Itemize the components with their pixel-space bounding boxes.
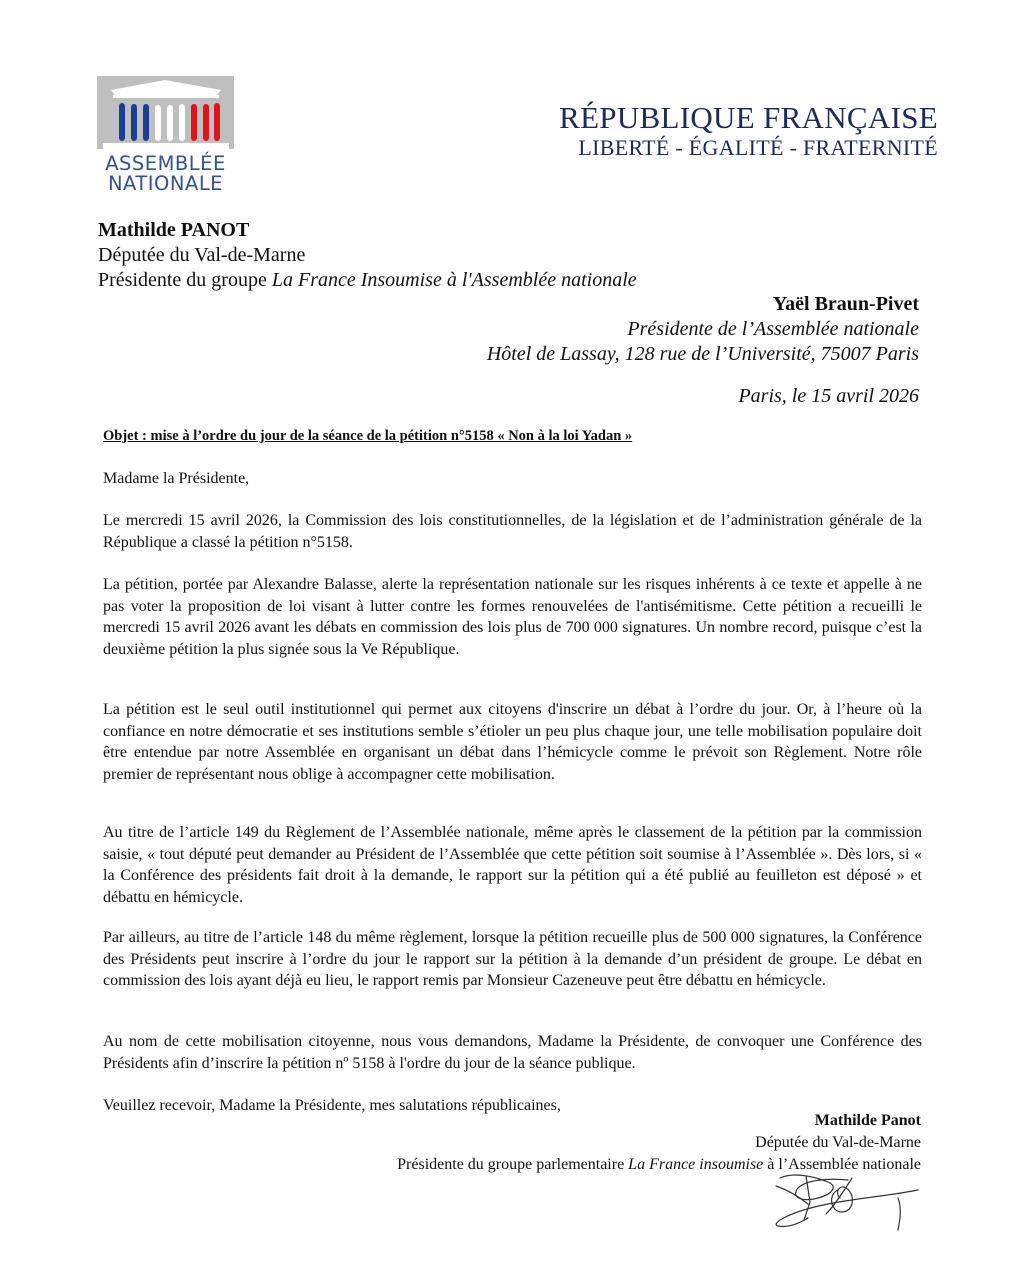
- closing-name: Mathilde Panot: [814, 1112, 921, 1129]
- paragraph-3: La pétition est le seul outil institutionnel qui permet aux citoyens d'inscrire un débat à l’ordre du jour. Or, à l’heure où la confiance en notre démocratie et ses institutions semble s’étioler un peu plus chaque jour, une telle mobilisation populaire doit être entendue par notre Assemblée en organisant un débat dans l’hémicycle comme le prévoit son Règlement. Notre rôle premier de représentant nous oblige à accompagner cette mobilisation.: [103, 701, 922, 783]
- sender-group-name: La France Insoumise à l'Assemblée nationale: [271, 269, 637, 291]
- paragraph-4: Au titre de l’article 149 du Règlement de l’Assemblée nationale, même après le classement de la pétition par la commission saisie, « tout député peut demander au Président de l’Assemblée que cette pétition soit soumise à l’Assemblée ». Dès lors, si « la Conférence des présidents fait droit à la demande, le rapport sur la pétition qui a été publié au feuilleton est déposé » et débattu en hémicycle.: [103, 824, 922, 906]
- republic-motto: LIBERTÉ - ÉGALITÉ - FRATERNITÉ: [578, 135, 938, 160]
- sender-group-prefix: Présidente du groupe: [98, 269, 272, 291]
- assemblee-nationale-logo: [97, 76, 234, 196]
- sender-group: [98, 268, 637, 293]
- handwritten-signature-icon: [768, 1168, 928, 1234]
- recipient-block: [487, 292, 919, 367]
- recipient-title: Présidente de l’Assemblée nationale: [627, 318, 919, 340]
- closing-formula: Veuillez recevoir, Madame la Présidente, mes salutations républicaines,: [103, 1097, 561, 1114]
- logo-background: [97, 76, 234, 149]
- letter-date: Paris, le 15 avril 2026: [738, 385, 919, 407]
- republic-title: RÉPUBLIQUE FRANÇAISE: [559, 100, 938, 135]
- sender-name: Mathilde PANOT: [98, 219, 250, 241]
- republic-header: [559, 101, 938, 161]
- recipient-name: Yaël Braun-Pivet: [772, 293, 919, 315]
- logo-text: [97, 154, 234, 194]
- recipient-address: Hôtel de Lassay, 128 rue de l’Université, 75007 Paris: [486, 343, 919, 365]
- sender-block: [98, 218, 637, 293]
- paragraph-6: Au nom de cette mobilisation citoyenne, nous vous demandons, Madame la Présidente, de convoquer une Conférence des Présidents afin d’inscrire la pétition nº 5158 à l'ordre du jour de la séance publique.: [103, 1033, 922, 1072]
- sender-role: Députée du Val-de-Marne: [98, 244, 306, 266]
- logo-line-1: ASSEMBLÉE: [105, 152, 226, 175]
- closing-group-suffix: à l’Assemblée nationale: [763, 1156, 921, 1173]
- paragraph-2: La pétition, portée par Alexandre Balasse, alerte la représentation nationale sur les risques inhérents à ce texte et appelle à ne pas voter la proposition de loi visant à lutter contre les formes renouvelées de l'antisémitisme. Cette pétition a recueilli le mercredi 15 avril 2026 avant les débats en commission des lois plus de 700 000 signatures. Un nombre record, puisque c’est la deuxième pétition la plus signée sous la Ve République.: [103, 576, 922, 658]
- salutation: Madame la Présidente,: [103, 470, 250, 487]
- logo-line-2: NATIONALE: [107, 172, 224, 195]
- closing-group-prefix: Présidente du groupe parlementaire: [397, 1156, 629, 1173]
- closing-role: Députée du Val-de-Marne: [755, 1134, 921, 1151]
- paragraph-1: Le mercredi 15 avril 2026, la Commission des lois constitutionnelles, de la législation et de l’administration générale de la République a classé la pétition n°5158.: [103, 512, 922, 551]
- hemicycle-columns-icon: [97, 76, 234, 149]
- signature-block: [397, 1110, 921, 1176]
- paragraph-5: Par ailleurs, au titre de l’article 148 du même règlement, lorsque la pétition recueille plus de 500 000 signatures, la Conférence des Présidents peut inscrire à l’ordre du jour le rapport sur la pétition à la demande d’un président de groupe. Le débat en commission des lois ayant déjà eu lieu, le rapport remis par Monsieur Cazeneuve peut être débattu en hémicycle.: [103, 929, 922, 989]
- closing-group-name: La France insoumise: [628, 1156, 764, 1173]
- letter-subject: Objet : mise à l’ordre du jour de la séance de la pétition n°5158 « Non à la loi Yadan »: [103, 428, 633, 444]
